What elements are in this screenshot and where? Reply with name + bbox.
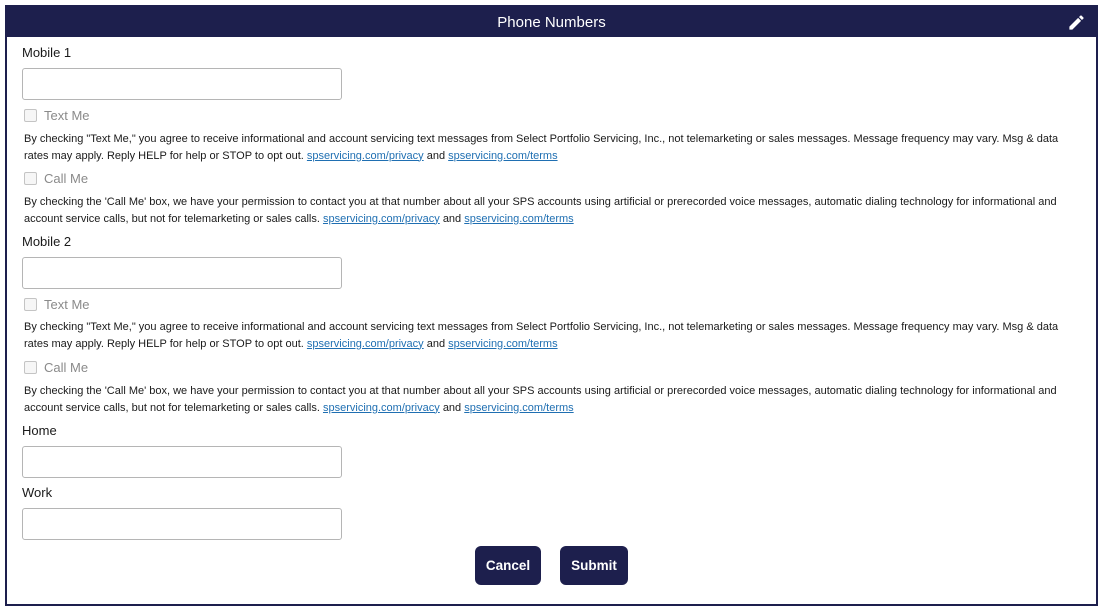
panel-title: Phone Numbers xyxy=(497,13,606,31)
mobile2-text-consent: By checking "Text Me," you agree to receive informational and account servicing text messages from Select Portfolio Servicing, Inc., not telemarketing or sales messages. Message frequency may vary. Msg & data rates may apply. Reply HELP for help or STOP to opt out. spservicing.com/privacy and spservicing.com/terms xyxy=(24,321,1059,350)
terms-link[interactable]: spservicing.com/terms xyxy=(464,212,574,225)
mobile2-label: Mobile 2 xyxy=(22,234,72,249)
mobile1-call-me-checkbox[interactable] xyxy=(24,172,37,185)
call-me-label: Call Me xyxy=(44,171,89,186)
privacy-link[interactable]: spservicing.com/privacy xyxy=(322,212,440,225)
mobile2-call-me-checkbox[interactable] xyxy=(24,361,37,374)
text-me-label: Text Me xyxy=(44,297,90,312)
text-me-label: Text Me xyxy=(44,108,90,123)
mobile1-call-consent: By checking the 'Call Me' box, we have your permission to contact you at that number about all your SPS accounts using artificial or prerecorded voice messages, automatic dialing technology for informational and account service calls, but not for telemarketing or sales calls. spservicing.com/privacy and spservicing.com/terms xyxy=(24,196,1057,225)
phone-numbers-panel xyxy=(5,5,1098,606)
mobile1-text-me-option[interactable] xyxy=(24,108,90,123)
work-input[interactable] xyxy=(22,508,342,540)
privacy-link[interactable]: spservicing.com/privacy xyxy=(306,149,424,162)
mobile2-call-me-option[interactable] xyxy=(24,360,88,375)
privacy-link[interactable]: spservicing.com/privacy xyxy=(306,337,424,350)
home-input[interactable] xyxy=(22,446,342,478)
panel-header xyxy=(7,7,1096,37)
terms-link[interactable]: spservicing.com/terms xyxy=(464,401,574,414)
mobile2-input[interactable] xyxy=(22,257,342,289)
mobile1-call-me-option[interactable] xyxy=(24,171,88,186)
mobile2-call-consent: By checking the 'Call Me' box, we have your permission to contact you at that number about all your SPS accounts using artificial or prerecorded voice messages, automatic dialing technology for informational and account service calls, but not for telemarketing or sales calls. spservicing.com/privacy and spservicing.com/terms xyxy=(24,385,1057,414)
submit-button[interactable]: Submit xyxy=(560,546,628,585)
home-label: Home xyxy=(22,423,57,438)
mobile1-text-me-checkbox[interactable] xyxy=(24,109,37,122)
mobile1-input[interactable] xyxy=(22,68,342,100)
terms-link[interactable]: spservicing.com/terms xyxy=(448,337,558,350)
privacy-link[interactable]: spservicing.com/privacy xyxy=(322,401,440,414)
mobile2-text-me-option[interactable] xyxy=(24,297,90,312)
terms-link[interactable]: spservicing.com/terms xyxy=(448,149,558,162)
cancel-button[interactable]: Cancel xyxy=(475,546,541,585)
mobile1-text-consent: By checking "Text Me," you agree to receive informational and account servicing text messages from Select Portfolio Servicing, Inc., not telemarketing or sales messages. Message frequency may vary. Msg & data rates may apply. Reply HELP for help or STOP to opt out. spservicing.com/privacy and spservicing.com/terms xyxy=(24,133,1059,162)
mobile2-text-me-checkbox[interactable] xyxy=(24,298,37,311)
pencil-icon[interactable] xyxy=(1067,13,1086,32)
mobile1-label: Mobile 1 xyxy=(22,45,72,60)
work-label: Work xyxy=(22,485,53,500)
call-me-label: Call Me xyxy=(44,360,89,375)
